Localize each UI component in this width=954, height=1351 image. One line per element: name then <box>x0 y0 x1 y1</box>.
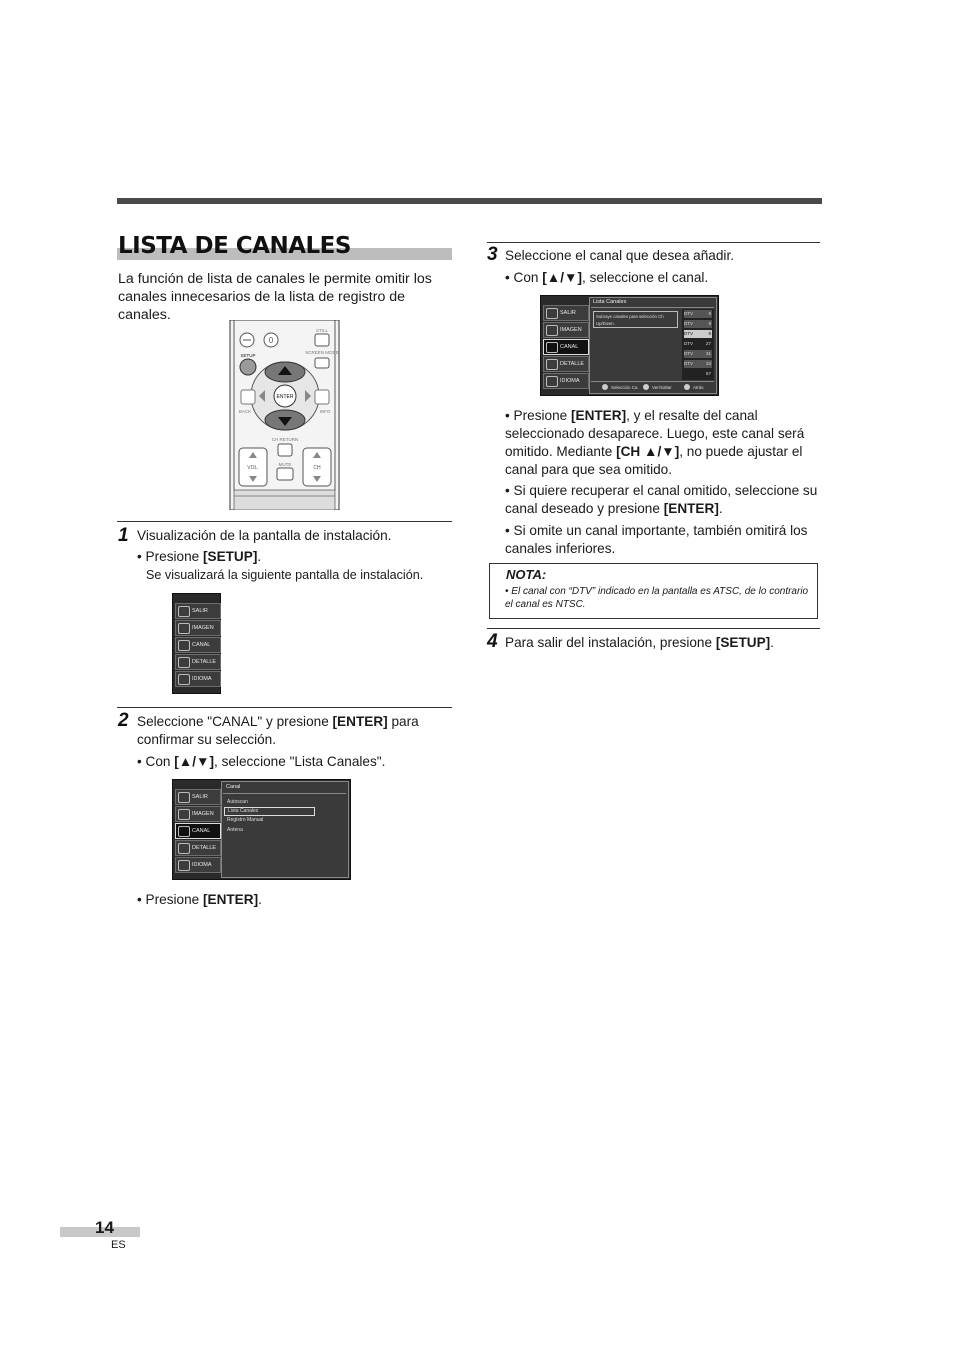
top-rule <box>117 198 822 204</box>
lista-footer-divider <box>591 381 714 382</box>
note-heading: NOTA: <box>506 567 547 582</box>
menu-label: SALIR <box>192 794 208 800</box>
menu-item-salir <box>543 305 589 321</box>
remote-mute-label: MUTE <box>278 462 292 467</box>
setup-menu-screenshot <box>172 593 221 694</box>
menu-label: SALIR <box>192 608 208 614</box>
page-language: ES <box>111 1239 126 1251</box>
step2-bullet-pre: • Con <box>137 754 175 769</box>
step1-bullet-pre: • Presione <box>137 549 203 564</box>
menu-label: CANAL <box>192 642 211 648</box>
canal-option-antena: Antena <box>227 827 243 833</box>
menu-label: CANAL <box>192 828 211 834</box>
step3-bullet4: • Si omite un canal importante, también omitirá los canales inferiores. <box>505 523 808 556</box>
step3-number: 3 <box>487 244 498 265</box>
step2-bullet <box>137 753 457 771</box>
step3-b3-pre: • Si quiere recuperar el canal omitido, seleccione su canal deseado y presione <box>505 483 818 516</box>
imagen-icon <box>178 809 190 820</box>
step3-b2-key2: [CH ▲/▼] <box>616 444 680 459</box>
menu-label: IMAGEN <box>192 811 214 817</box>
remote-info-label: INFO <box>319 409 331 414</box>
step2-text-post: para confirmar su selección. <box>137 714 419 747</box>
step4-rule <box>487 628 820 629</box>
menu-item-idioma <box>175 857 221 873</box>
menu-item-detalle <box>175 654 221 670</box>
menu-item-idioma <box>175 671 221 687</box>
step3-text: Seleccione el canal que desea añadir. <box>505 248 734 263</box>
step3-bullet-pre: • Con <box>505 270 543 285</box>
remote-still-label: STILL <box>315 328 329 333</box>
channel-row: DTV 33 <box>684 361 711 366</box>
lista-panel-title: Lista Canales <box>593 299 627 305</box>
remote-setup-label: SETUP <box>240 353 256 358</box>
step1-sub: Se visualizará la siguiente pantalla de instalación. <box>146 568 424 582</box>
menu-label: IMAGEN <box>560 327 582 333</box>
footer-select-label: Selección Ca <box>611 385 638 390</box>
lista-panel <box>589 297 717 394</box>
menu-item-salir <box>175 789 221 805</box>
detalle-icon <box>178 843 190 854</box>
enter-icon <box>643 384 649 390</box>
back-icon <box>684 384 690 390</box>
step2-bullet2 <box>137 891 437 909</box>
menu-item-detalle <box>543 356 589 372</box>
step3-b3-key: [ENTER] <box>663 501 719 516</box>
note-text: • El canal con “DTV” indicado en la pantalla es ATSC, de lo contrario el canal es NTSC. <box>505 586 809 610</box>
detalle-icon <box>178 657 190 668</box>
menu-label: IDIOMA <box>192 862 212 868</box>
step3-bullet2 <box>505 407 823 479</box>
menu-label: DETALLE <box>192 845 217 851</box>
idioma-icon <box>178 860 190 871</box>
remote-illustration <box>229 320 340 510</box>
channel-row: DTV 31 <box>684 351 711 356</box>
step3-b2-pre: • Presione <box>505 408 571 423</box>
menu-item-salir <box>175 603 221 619</box>
step3-b3-post: . <box>718 501 723 516</box>
remote-ch-label: CH <box>313 465 321 471</box>
intro-paragraph: La función de lista de canales le permite omitir los canales innecesarios de la lista de registro de canales. <box>118 271 432 323</box>
lista-panel-divider <box>591 307 714 308</box>
footer-back-label: Atrás <box>693 385 704 390</box>
menu-item-imagen <box>175 620 221 636</box>
salir-icon <box>178 792 190 803</box>
menu-label: IMAGEN <box>192 625 214 631</box>
channel-row: DTV 9 <box>684 311 711 316</box>
canal-panel-divider <box>223 793 346 794</box>
step1-bullet-post: . <box>257 549 262 564</box>
channel-row: DTV 27 <box>684 341 711 346</box>
menu-label: CANAL <box>560 344 579 350</box>
step3-rule <box>487 242 820 243</box>
step2-text-key: [ENTER] <box>332 714 388 729</box>
menu-item-imagen <box>175 806 221 822</box>
menu-label: SALIR <box>560 310 576 316</box>
menu-label: DETALLE <box>560 361 585 367</box>
step2-text <box>137 713 447 749</box>
channel-row-selected: DTV 9 <box>684 331 711 336</box>
lista-panel-hint: Subraye canales para selección Ch Up/Down. <box>593 311 678 328</box>
step2-number: 2 <box>118 710 129 731</box>
menu-item-detalle <box>175 840 221 856</box>
step4-text-post: . <box>770 635 774 650</box>
canal-panel <box>221 781 349 878</box>
remote-drawing <box>229 320 340 510</box>
canal-icon <box>178 826 190 837</box>
step3-bullet-post: , seleccione el canal. <box>582 270 709 285</box>
canal-icon <box>546 342 558 353</box>
step2-bullet2-post: . <box>258 892 262 907</box>
lista-canales-screenshot <box>540 295 719 396</box>
canal-icon <box>178 640 190 651</box>
remote-vol-label: VOL. <box>247 465 259 471</box>
step4-text-pre: Para salir del instalación, presione <box>505 635 716 650</box>
step3-b2-mid: , y el resalte del canal seleccionado desaparece. Luego, este canal será omitido. Mediante <box>505 408 805 459</box>
step4-number: 4 <box>487 631 498 652</box>
step3-b2-key: [ENTER] <box>570 408 627 423</box>
step2-bullet-key: [▲/▼] <box>174 754 215 769</box>
idioma-icon <box>178 674 190 685</box>
menu-item-imagen <box>543 322 589 338</box>
step1-bullet-key: [SETUP] <box>202 549 258 564</box>
footer-view-label: Ver/Saltar <box>652 385 672 390</box>
select-icon <box>602 384 608 390</box>
remote-screen-mode-label: SCREEN MODE <box>305 350 339 355</box>
remote-ch-return-label: CH RETURN <box>271 437 299 442</box>
step1-bullet <box>137 548 457 566</box>
canal-menu-screenshot <box>172 779 351 880</box>
step3-b2-post: , no puede ajustar el canal para que sea omitido. <box>505 444 803 477</box>
channel-list <box>682 309 714 380</box>
step3-bullet3 <box>505 482 823 518</box>
menu-label: DETALLE <box>192 659 217 665</box>
menu-item-canal <box>175 823 221 839</box>
canal-option-autoscan: Autoscan <box>227 799 248 805</box>
salir-icon <box>178 606 190 617</box>
remote-back-label: BACK <box>238 409 252 414</box>
imagen-icon <box>178 623 190 634</box>
menu-item-canal <box>543 339 589 355</box>
menu-label: IDIOMA <box>560 378 580 384</box>
detalle-icon <box>546 359 558 370</box>
step2-bullet-post: , seleccione "Lista Canales". <box>214 754 386 769</box>
menu-label: IDIOMA <box>192 676 212 682</box>
menu-item-idioma <box>543 373 589 389</box>
menu-item-canal <box>175 637 221 653</box>
note-box <box>489 563 818 619</box>
step1-text: Visualización de la pantalla de instalación. <box>137 528 392 543</box>
idioma-icon <box>546 376 558 387</box>
canal-option-registro-manual: Registro Manual <box>227 817 264 823</box>
step3-bullet-key: [▲/▼] <box>542 270 583 285</box>
step3-bullet <box>505 269 815 287</box>
step4-text-key: [SETUP] <box>715 635 771 650</box>
page-number: 14 <box>95 1218 114 1237</box>
section-title-block <box>117 233 452 263</box>
salir-icon <box>546 308 558 319</box>
step2-bullet2-key: [ENTER] <box>202 892 259 907</box>
remote-enter-label: ENTER <box>276 394 294 400</box>
canal-panel-title: Canal <box>226 784 241 790</box>
imagen-icon <box>546 325 558 336</box>
step2-rule <box>117 707 452 708</box>
page-title: LISTA DE CANALES <box>118 233 351 259</box>
step1-number: 1 <box>118 525 129 546</box>
step2-text-pre: Seleccione "CANAL" y presione <box>137 714 333 729</box>
step2-bullet2-pre: • Presione <box>137 892 203 907</box>
canal-option-lista-canales: Lista Canales <box>224 807 315 816</box>
step1-rule <box>117 521 452 522</box>
step4-text <box>505 634 820 652</box>
remote-zero-label: 0 <box>268 336 274 345</box>
channel-row: DTV 9 <box>684 321 711 326</box>
channel-row: 67 <box>705 371 711 376</box>
